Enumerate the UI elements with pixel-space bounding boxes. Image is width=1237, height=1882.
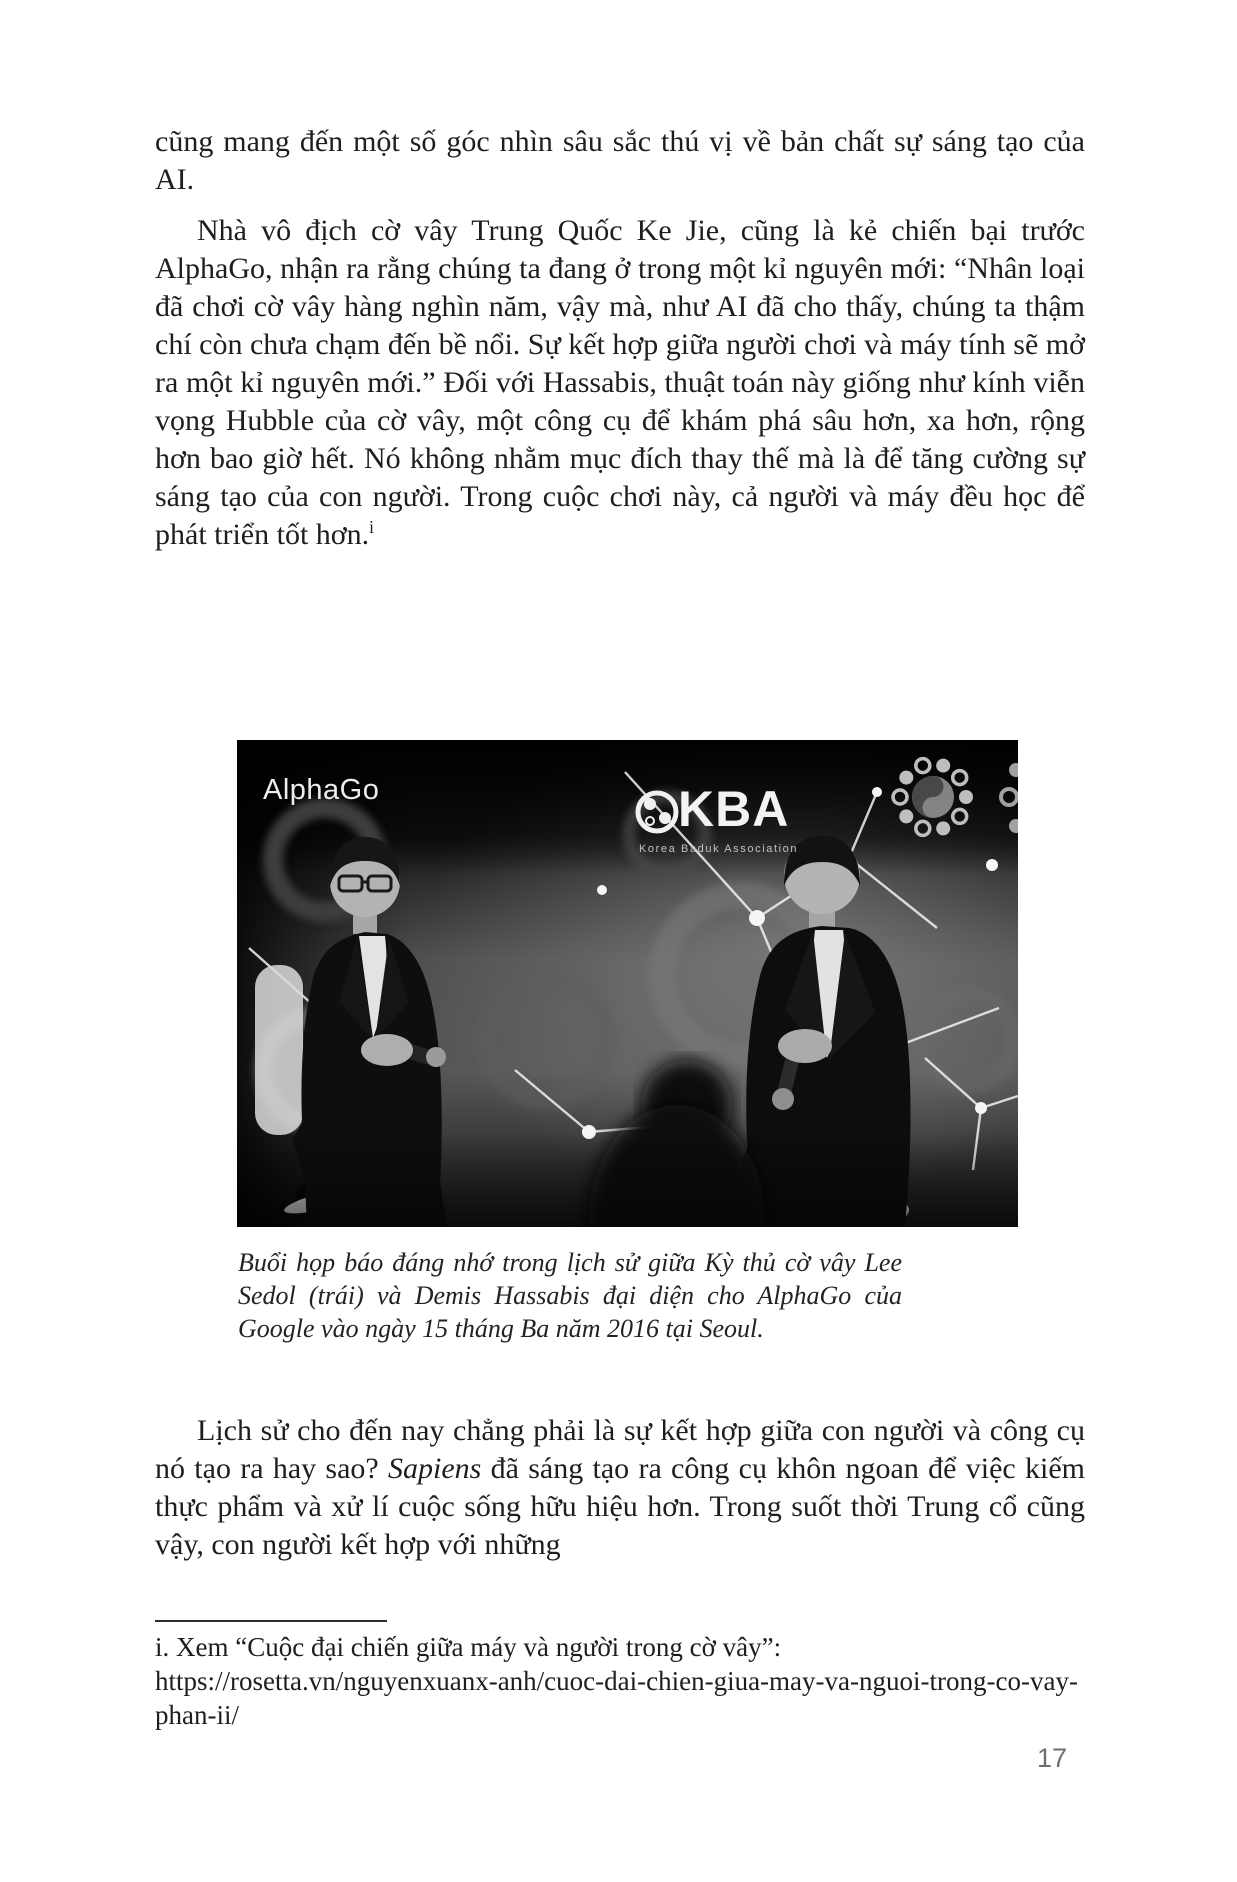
kba-logo-text: KBA — [678, 781, 790, 837]
paragraph-3-text-end: đã sáng tạo ra công cụ khôn ngoan để việc kiếm thực phẩm và xử lí cuộc sống hữu hiệu hơn. Trong suốt thời Trung cổ cũng vậy, con người kết hợp với những — [155, 1452, 1086, 1561]
paragraph-3 — [155, 1412, 1085, 1564]
footnote-reference-marker: i — [369, 517, 375, 537]
page-number: 17 — [1037, 1743, 1068, 1773]
paragraph-3-italic-term: Sapiens — [388, 1452, 482, 1485]
paragraph-2-text: Nhà vô địch cờ vây Trung Quốc Ke Jie, cũng là kẻ chiến bại trước AlphaGo, nhận ra rằng chúng ta đang ở trong một kỉ nguyên mới: “Nhân loại đã chơi cờ vây hàng nghìn năm, vậy mà, như AI đã cho thấy, chúng ta thậm chí còn chưa chạm đến bề nổi. Sự kết hợp giữa người chơi và máy tính sẽ mở ra một kỉ nguyên mới.” Đối với Hassabis, thuật toán này giống như kính viễn vọng Hubble của cờ vây, một công cụ để khám phá sâu hơn, xa hơn, rộng hơn bao giờ hết. Nó không nhằm mục đích thay thế mà là để tăng cường sự sáng tạo của con người. Trong cuộc chơi này, cả người và máy đều học để phát triển tốt hơn. — [155, 214, 1085, 551]
paragraph-1 — [155, 123, 1085, 199]
photo-caption — [238, 1246, 902, 1345]
photo-figure — [237, 740, 1018, 1380]
paragraph-1-text: cũng mang đến một số góc nhìn sâu sắc thú vị về bản chất sự sáng tạo của AI. — [155, 125, 1085, 196]
press-conference-photo — [237, 740, 1018, 1227]
paragraph-2 — [155, 212, 1085, 554]
footnote — [155, 1630, 1085, 1732]
alphago-logo-text: AlphaGo — [263, 774, 380, 806]
kba-logo-subtext: Korea Baduk Association — [639, 843, 799, 855]
paragraph-3-text-start: Lịch sử cho đến nay chẳng phải là sự kết hợp giữa con người và công cụ nó tạo ra hay sao? — [155, 1414, 1085, 1485]
footnote-separator-rule — [155, 1620, 387, 1622]
footnote-text: i. Xem “Cuộc đại chiến giữa máy và người trong cờ vây”: https://rosetta.vn/nguyenxuanx-anh/cuoc-dai-chien-giua-may-va-nguoi-trong-co-vay-phan-ii/ — [155, 1632, 1078, 1730]
photo-caption-text: Buổi họp báo đáng nhớ trong lịch sử giữa Kỳ thủ cờ vây Lee Sedol (trái) và Demis Hassabis đại diện cho AlphaGo của Google vào ngày 15 tháng Ba năm 2016 tại Seoul. — [238, 1248, 902, 1343]
photo-illustration — [237, 740, 1018, 1227]
